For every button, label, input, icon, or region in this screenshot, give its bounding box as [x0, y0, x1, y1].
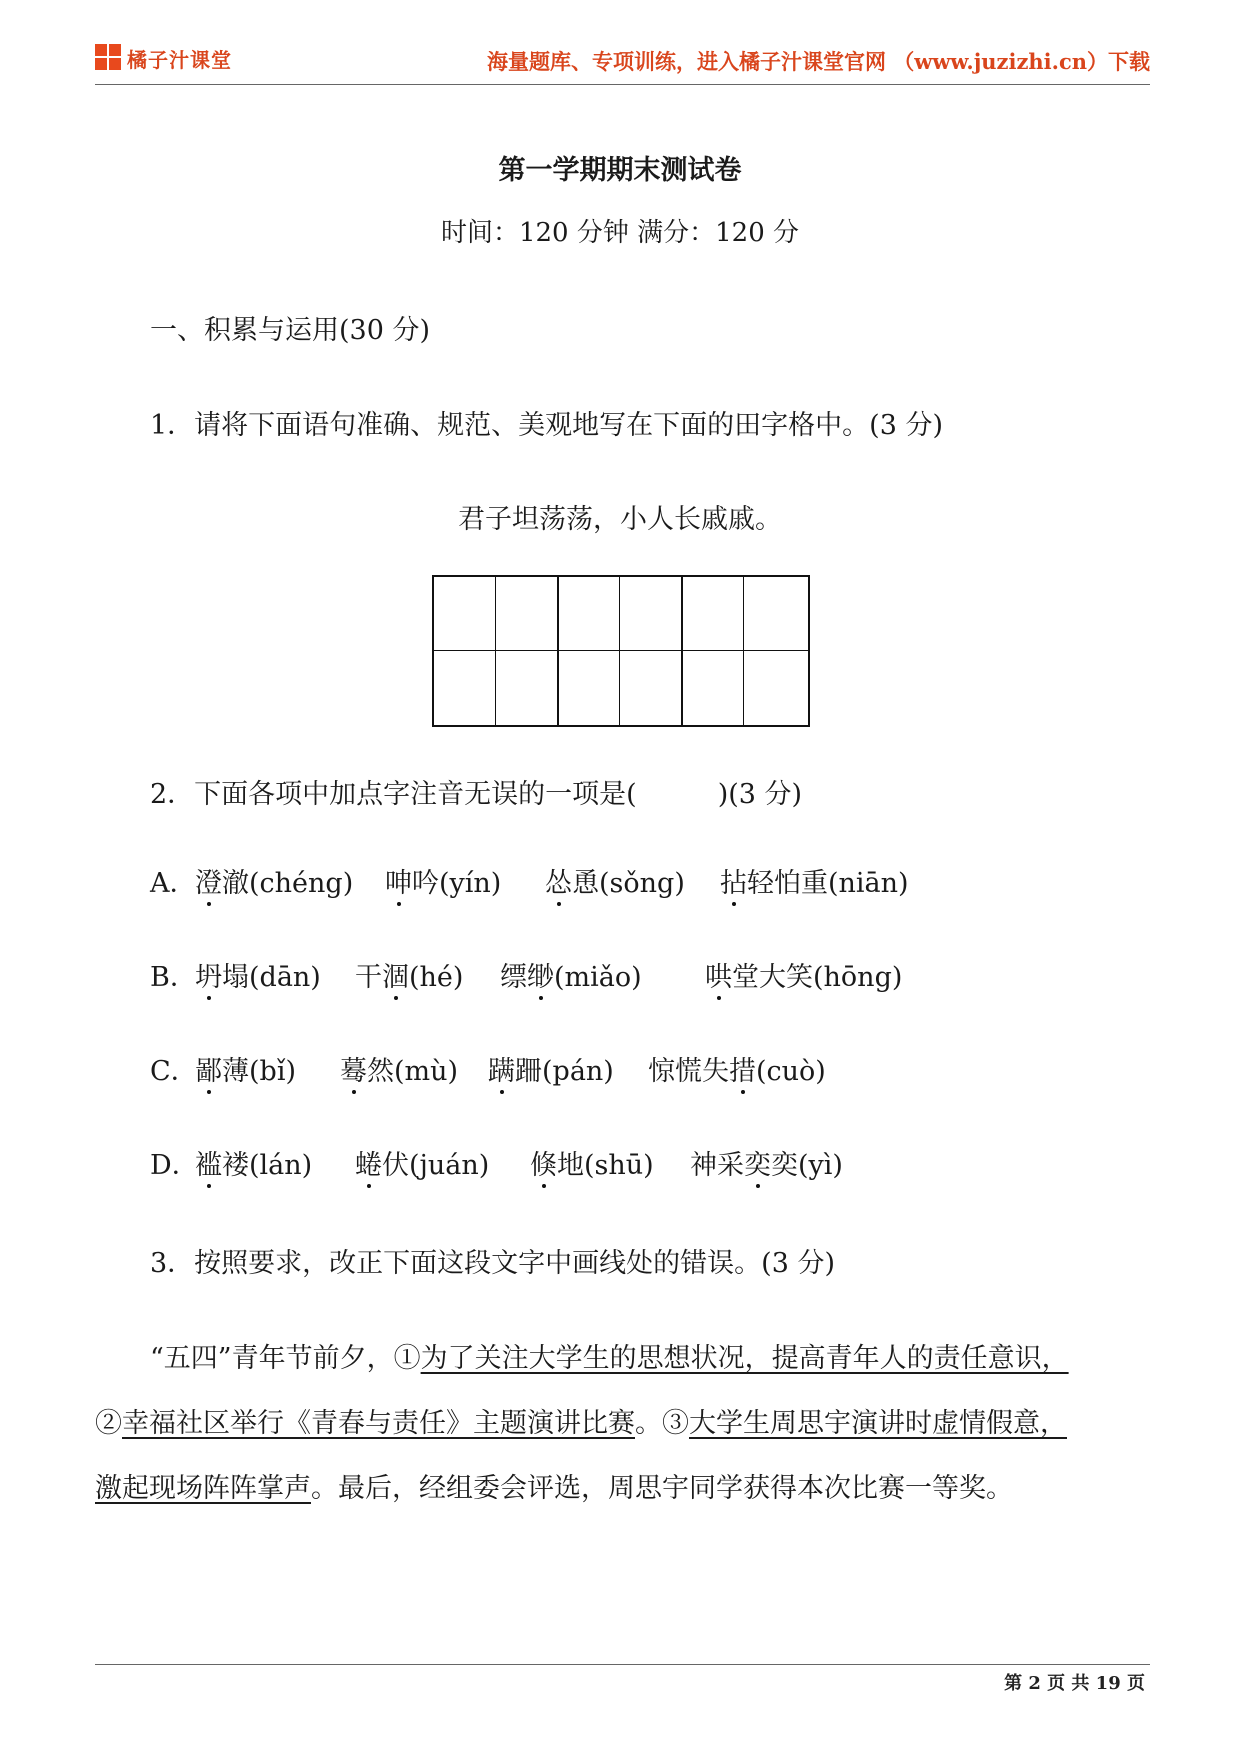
question-1-prompt: 1．请将下面语句准确、规范、美观地写在下面的田字格中。(3 分): [150, 410, 944, 441]
passage-line-2: ②幸福社区举行《青春与责任》主题演讲比赛。③大学生周思宇演讲时虚情假意，: [95, 1408, 1067, 1439]
option-b-label: B．: [150, 962, 197, 993]
exam-title: 第一学期期末测试卷: [498, 155, 742, 186]
option-a-item: 澄澈(chéng): [195, 861, 353, 900]
option-d-item: 神采奕奕(yì): [690, 1143, 843, 1182]
option-c-item: 蓦然(mù): [340, 1049, 458, 1088]
option-d-item: 褴褛(lán): [195, 1143, 312, 1182]
page-number: 第 2 页 共 19 页: [1004, 1673, 1145, 1694]
underlined-error-1: 为了关注大学生的思想状况，提高青年人的责任意识，: [420, 1343, 1069, 1374]
option-a-label: A．: [150, 868, 197, 899]
underlined-error-3-cont: 激起现场阵阵掌声: [95, 1473, 311, 1504]
option-a-item: 怂恿(sǒng): [545, 861, 685, 900]
exam-subtitle: 时间：120 分钟 满分：120 分: [440, 218, 800, 248]
writing-grid[interactable]: [432, 575, 810, 727]
option-b-item: 坍塌(dān): [195, 955, 321, 994]
question-3-prompt: 3．按照要求，改正下面这段文字中画线处的错误。(3 分): [150, 1248, 836, 1279]
option-c-item: 惊慌失措(cuò): [648, 1049, 826, 1088]
question-2-prompt: 2．下面各项中加点字注音无误的一项是( )(3 分): [150, 779, 803, 810]
option-c-item: 鄙薄(bǐ): [195, 1049, 296, 1088]
option-d-label: D．: [150, 1150, 199, 1181]
option-c-label: C．: [150, 1056, 198, 1087]
passage-line-1: “五四”青年节前夕，①为了关注大学生的思想状况，提高青年人的责任意识，: [150, 1343, 1069, 1374]
option-b-item: 干涸(hé): [355, 955, 463, 994]
option-c-item: 蹒跚(pán): [488, 1049, 614, 1088]
brand-logo-icon: [95, 44, 121, 70]
option-a-item: 呻吟(yín): [385, 861, 501, 900]
page-header: [95, 40, 1150, 84]
brand-name: 橘子汁课堂: [127, 48, 232, 72]
passage-line-3: 激起现场阵阵掌声。最后，经组委会评选，周思宇同学获得本次比赛一等奖。: [95, 1473, 1013, 1504]
footer-divider: [95, 1664, 1150, 1665]
header-slogan: 海量题库、专项训练，进入橘子汁课堂官网 （www.juzizhi.cn）下载: [486, 49, 1150, 74]
section-heading: 一、积累与运用(30 分): [150, 315, 431, 346]
option-d-item: 倏地(shū): [530, 1143, 654, 1182]
option-b-item: 哄堂大笑(hōng): [705, 955, 902, 994]
option-a-item: 拈轻怕重(niān): [720, 861, 909, 900]
option-b-item: 缥缈(miǎo): [500, 955, 642, 994]
underlined-error-2: 幸福社区举行《青春与责任》主题演讲比赛: [122, 1408, 635, 1439]
underlined-error-3: 大学生周思宇演讲时虚情假意，: [689, 1408, 1067, 1439]
header-divider: [95, 84, 1150, 85]
question-1-sentence: 君子坦荡荡，小人长戚戚。: [458, 504, 782, 535]
option-d-item: 蜷伏(juán): [355, 1143, 489, 1182]
